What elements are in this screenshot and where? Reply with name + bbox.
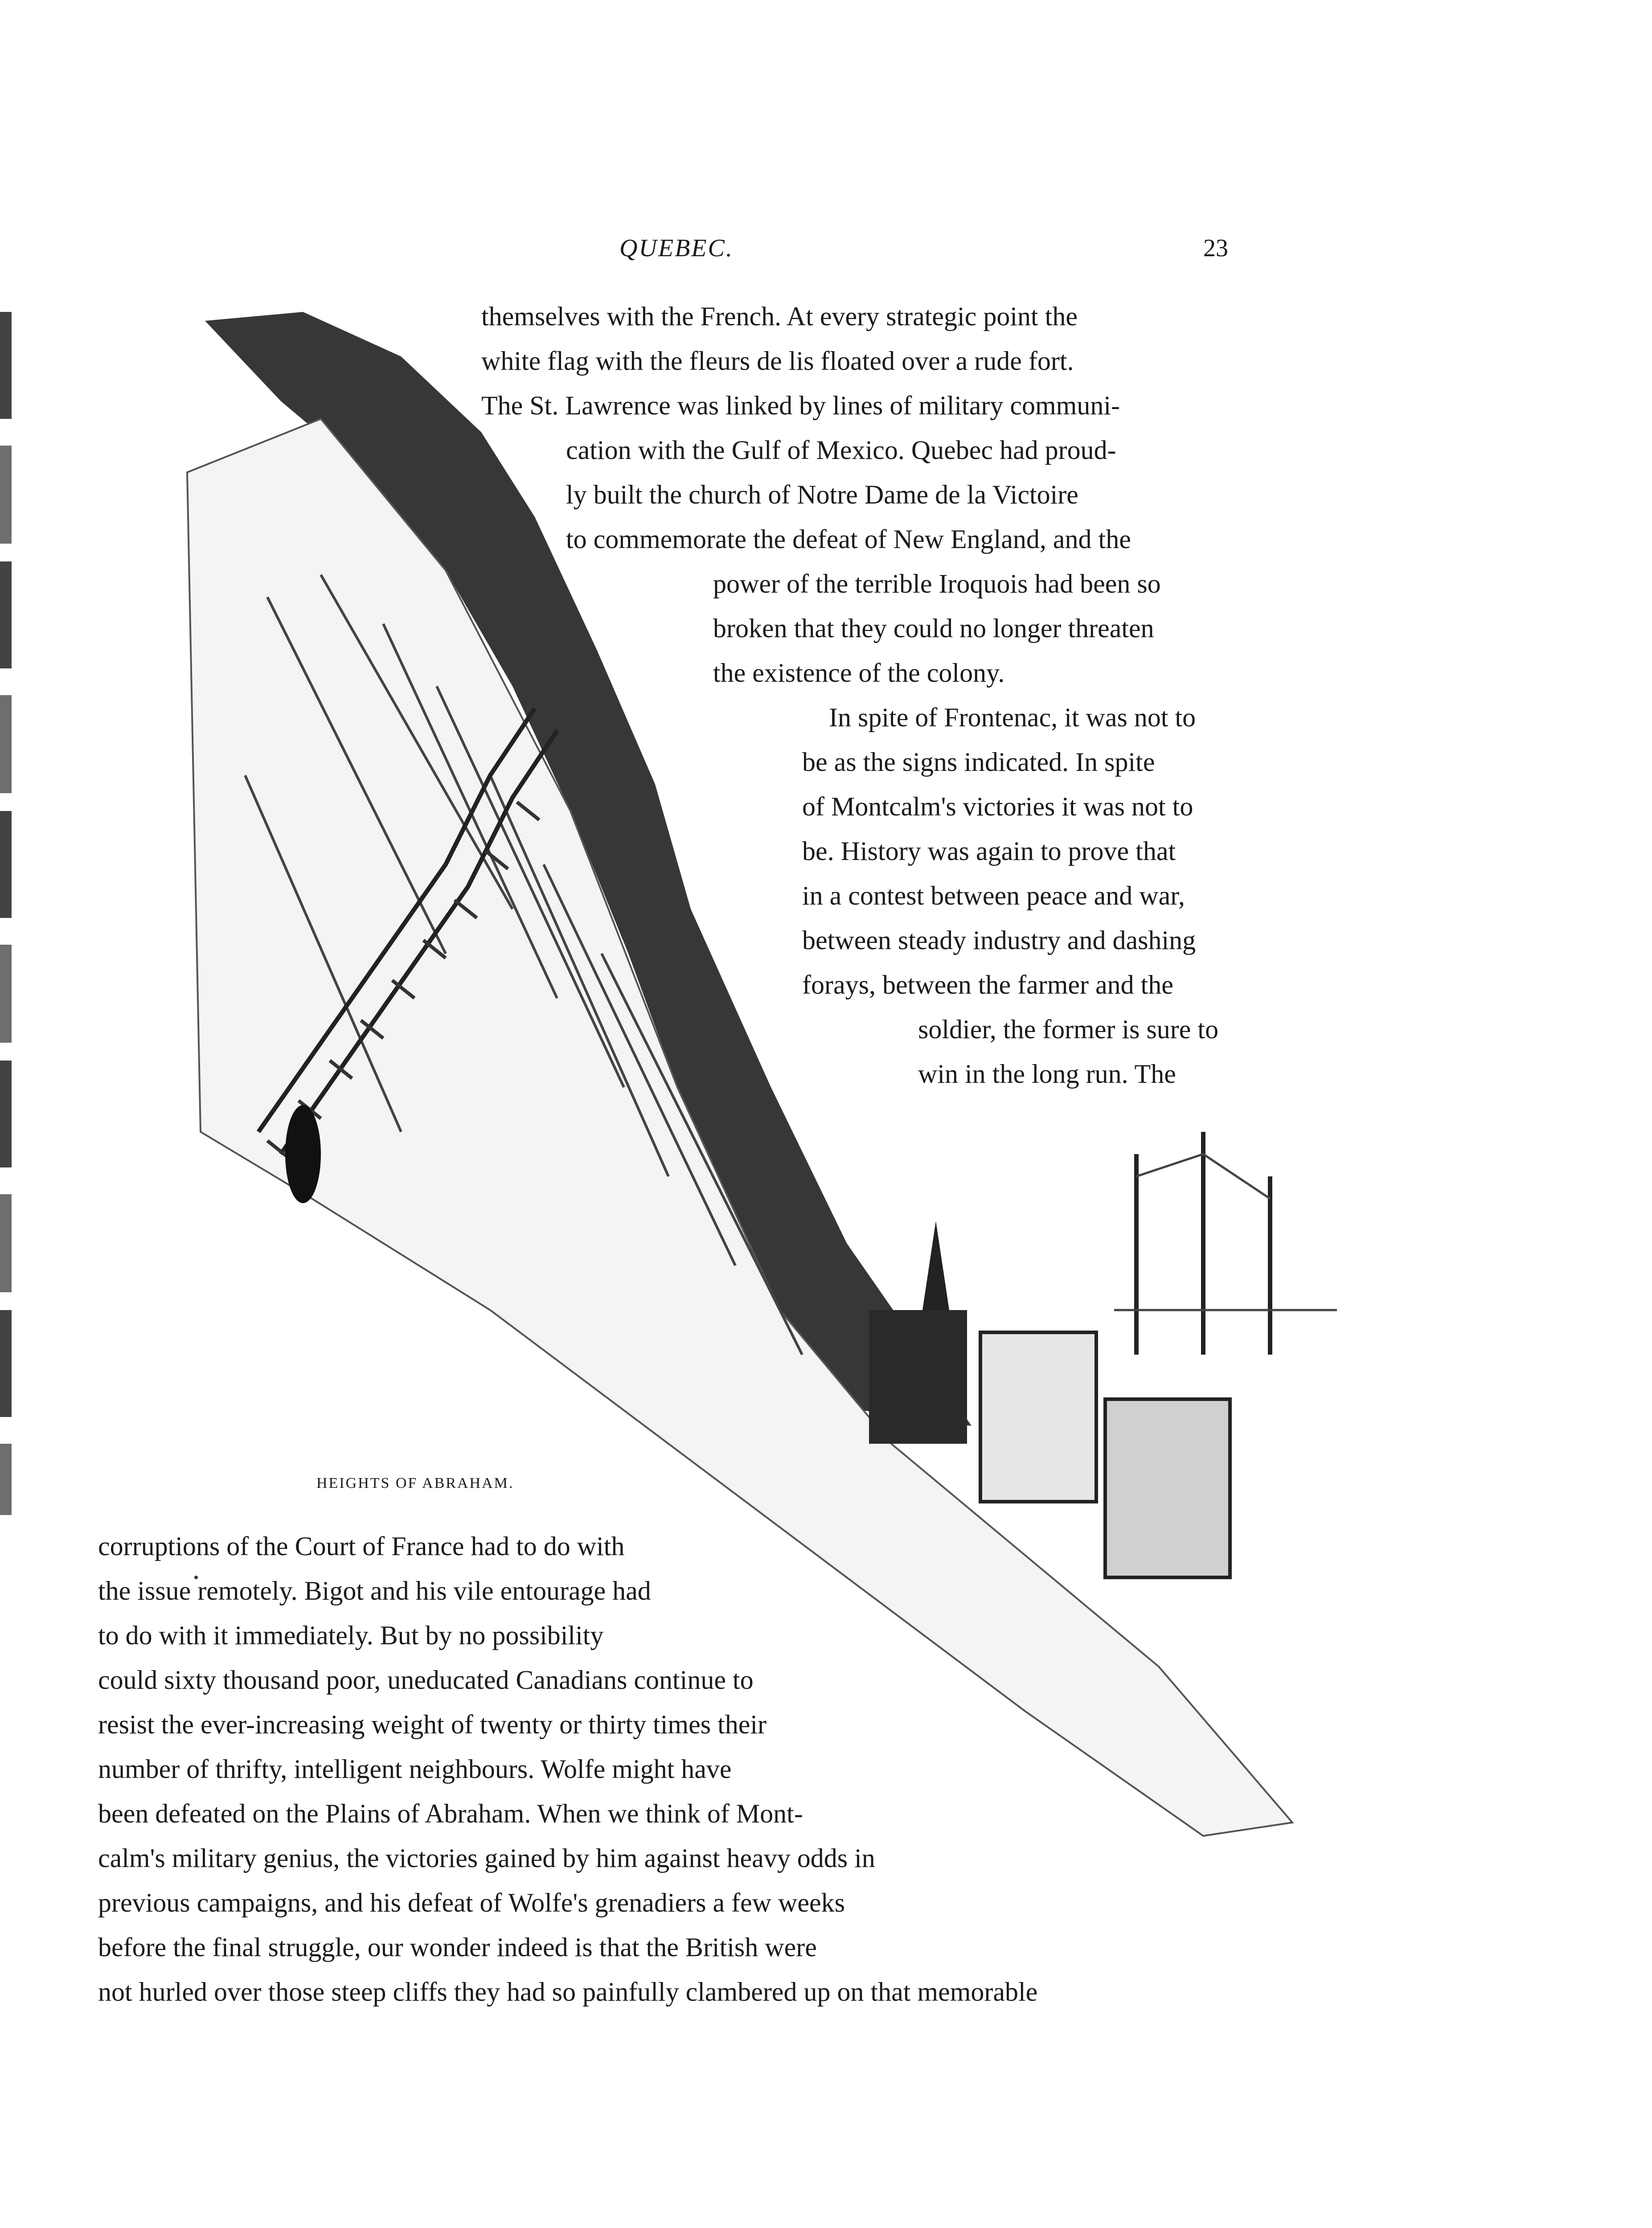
text-line: The St. Lawrence was linked by lines of military communi-: [481, 391, 1120, 420]
text-line: win in the long run. The: [918, 1059, 1176, 1089]
text-line: corruptions of the Court of France had to do with: [98, 1532, 625, 1561]
text-line: themselves with the French. At every strategic point the: [481, 302, 1078, 331]
harbor-rigging: [1114, 1154, 1337, 1310]
church-spire: [922, 1221, 949, 1310]
text-line: soldier, the former is sure to: [918, 1015, 1219, 1044]
text-line: between steady industry and dashing: [802, 926, 1196, 955]
text-line: resist the ever-increasing weight of twenty or thirty times their: [98, 1710, 767, 1739]
text-line: In spite of Frontenac, it was not to: [829, 703, 1196, 732]
town-building-2: [980, 1332, 1096, 1502]
text-line: not hurled over those steep cliffs they had so painfully clambered up on that memorable: [98, 1977, 1038, 2007]
text-line: the existence of the colony.: [713, 658, 1005, 688]
text-line: forays, between the farmer and the: [802, 970, 1173, 999]
text-line: the issue remotely. Bigot and his vile entourage had: [98, 1576, 651, 1605]
text-line: of Montcalm's victories it was not to: [802, 792, 1193, 821]
town-building-1: [869, 1310, 967, 1444]
text-line: power of the terrible Iroquois had been so: [713, 569, 1161, 598]
text-line: cation with the Gulf of Mexico. Quebec had proud-: [566, 435, 1116, 465]
running-title: QUEBEC.: [619, 234, 734, 262]
text-line: to do with it immediately. But by no possibility: [98, 1621, 604, 1650]
text-line: white flag with the fleurs de lis floated over a rude fort.: [481, 346, 1074, 376]
text-line: be as the signs indicated. In spite: [802, 747, 1155, 777]
text-line: before the final struggle, our wonder indeed is that the British were: [98, 1933, 817, 1962]
town-building-3: [1105, 1399, 1230, 1577]
text-line: calm's military genius, the victories gained by him against heavy odds in: [98, 1843, 875, 1873]
ship-masts: [1136, 1132, 1270, 1355]
text-line: previous campaigns, and his defeat of Wolfe's grenadiers a few weeks: [98, 1888, 845, 1917]
scan-edge-shadow: [0, 312, 12, 1515]
text-line: broken that they could no longer threaten: [713, 614, 1154, 643]
page-number: 23: [1203, 234, 1228, 262]
text-line: be. History was again to prove that: [802, 836, 1176, 866]
text-line: could sixty thousand poor, uneducated Canadians continue to: [98, 1665, 754, 1695]
figure-caption: HEIGHTS OF ABRAHAM.: [316, 1475, 514, 1491]
text-line: ly built the church of Notre Dame de la Victoire: [566, 480, 1078, 509]
text-line: been defeated on the Plains of Abraham. When we think of Mont-: [98, 1799, 803, 1828]
text-line: to commemorate the defeat of New England, and the: [566, 524, 1131, 554]
climber-figure: [285, 1105, 321, 1203]
text-line: number of thrifty, intelligent neighbours. Wolfe might have: [98, 1754, 732, 1784]
text-line: in a contest between peace and war,: [802, 881, 1185, 910]
